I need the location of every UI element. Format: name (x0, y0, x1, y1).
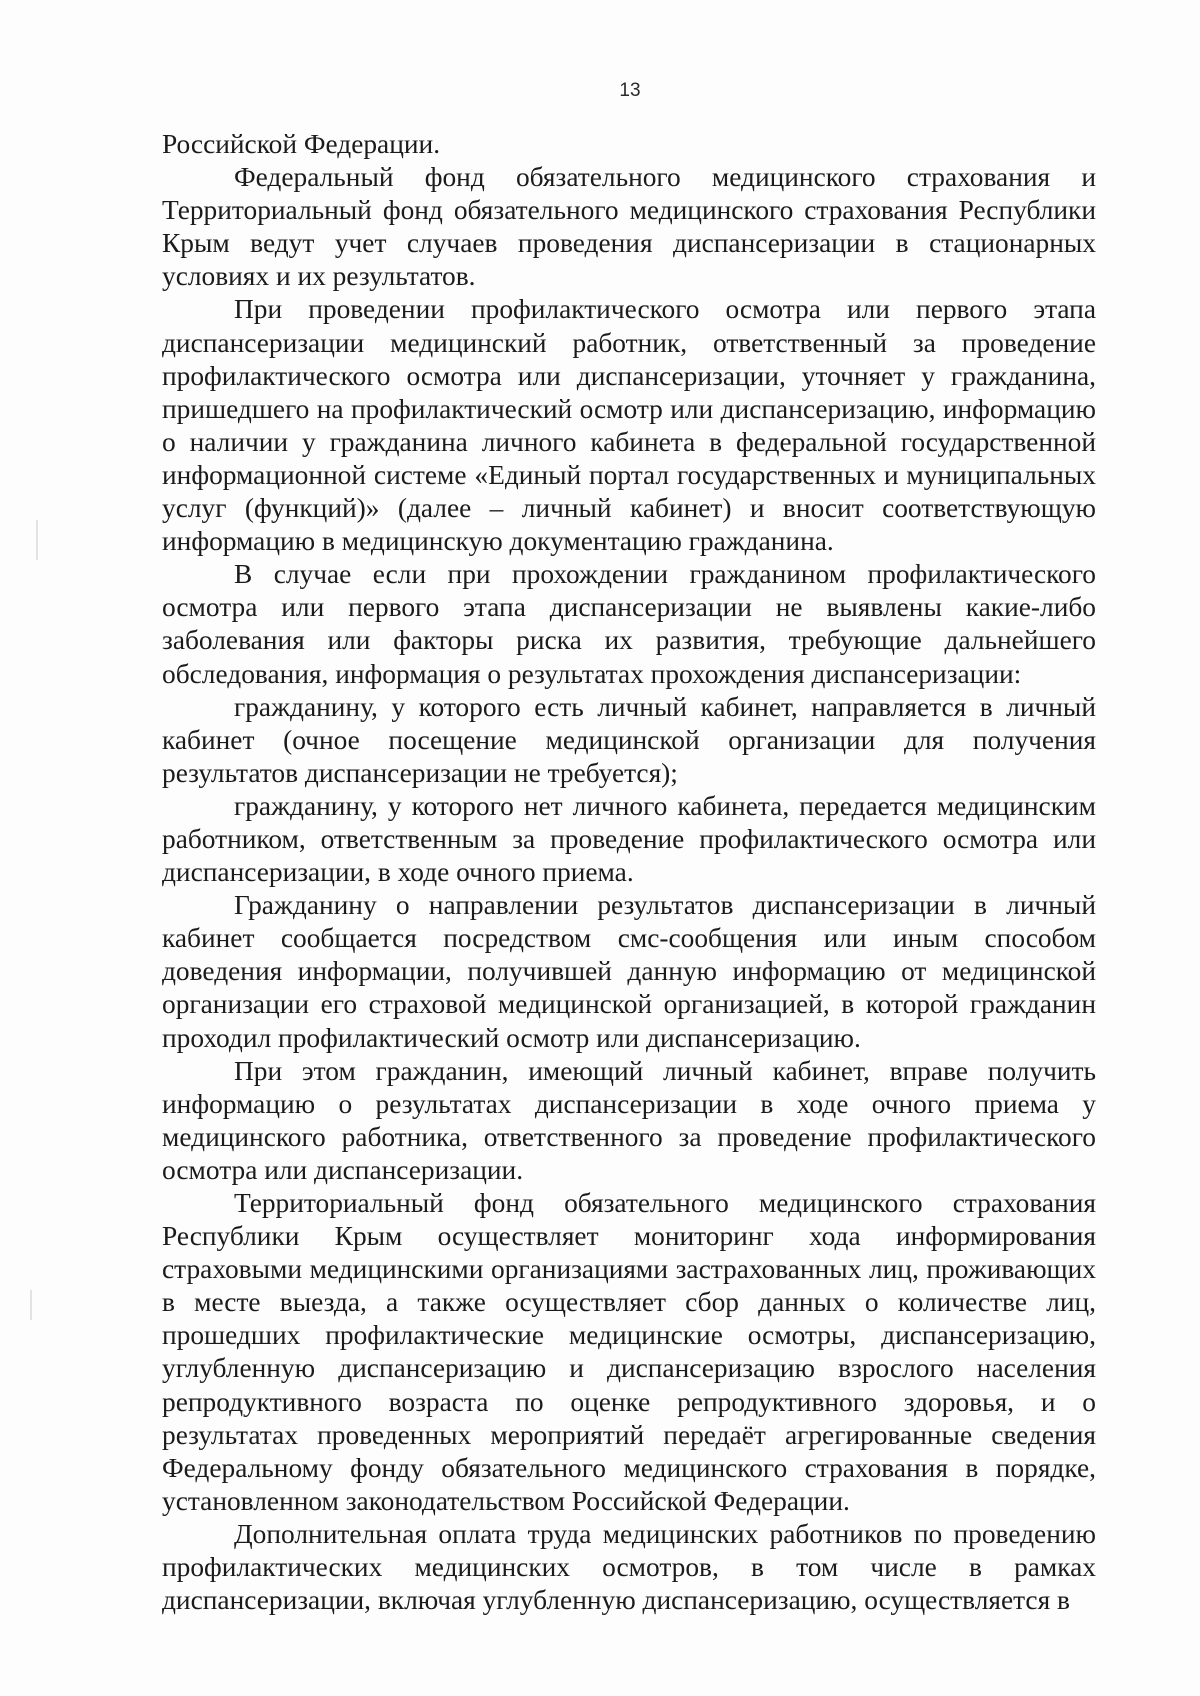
paragraph: Территориальный фонд обязательного медицинского страхования Республики Крым осуществляет мониторинг хода информирования страховыми медицинскими организациями застрахованных лиц, проживающих в месте выезда, а также осуществляет сбор данных о количестве лиц, прошедших профилактические медицинские осмотры, диспансеризацию, углубленную диспансеризацию и диспансеризацию взрослого населения репродуктивного возраста по оценке репродуктивного здоровья, и о результатах проведенных мероприятий передаёт агрегированные сведения Федеральному фонду обязательного медицинского страхования в порядке, установленном законодательством Российской Федерации. (162, 1188, 1096, 1516)
scan-edge-mark (30, 1290, 32, 1320)
paragraph: В случае если при прохождении гражданином профилактического осмотра или первого этапа диспансеризации не выявлены какие-либо заболевания или факторы риска их развития, требующие дальнейшего обследования, информация о результатах прохождения диспансеризации: (162, 559, 1096, 689)
paragraph: гражданину, у которого есть личный кабинет, направляется в личный кабинет (очное посещение медицинской организации для получения результатов диспансеризации не требуется); (162, 691, 1096, 788)
paragraph: гражданину, у которого нет личного кабинета, передается медицинским работником, ответственным за проведение профилактического осмотра или диспансеризации, в ходе очного приема. (162, 790, 1096, 888)
paragraph: Российской Федерации. (162, 129, 441, 159)
document-body (162, 128, 1096, 1617)
paragraph: Дополнительная оплата труда медицинских работников по проведению профилактических медицинских осмотров, в том числе в рамках диспансеризации, включая углубленную диспансеризацию, осуществляется в (162, 1518, 1096, 1616)
paragraph: Гражданину о направлении результатов диспансеризации в личный кабинет сообщается посредством смс-сообщения или иным способом доведения информации, получившей данную информацию от медицинской организации его страховой медицинской организацией, в которой гражданин проходил профилактический осмотр или диспансеризацию. (162, 890, 1096, 1053)
paragraph: При проведении профилактического осмотра или первого этапа диспансеризации медицинский работник, ответственный за проведение профилактического осмотра или диспансеризации, уточняет у гражданина, пришедшего на профилактический осмотр или диспансеризацию, информацию о наличии у гражданина личного кабинета в федеральной государственной информационной системе «Единый портал государственных и муниципальных услуг (функций)» (далее – личный кабинет) и вносит соответствующую информацию в медицинскую документацию гражданина. (162, 294, 1096, 557)
page-number: 13 (619, 80, 641, 101)
scan-edge-mark (36, 520, 38, 560)
paragraph: Федеральный фонд обязательного медицинского страхования и Территориальный фонд обязательного медицинского страхования Республики Крым ведут учет случаев проведения диспансеризации в стационарных условиях и их результатов. (162, 162, 1096, 292)
paragraph: При этом гражданин, имеющий личный кабинет, вправе получить информацию о результатах диспансеризации в ходе очного приема у медицинского работника, ответственного за проведение профилактического осмотра или диспансеризации. (162, 1055, 1096, 1185)
